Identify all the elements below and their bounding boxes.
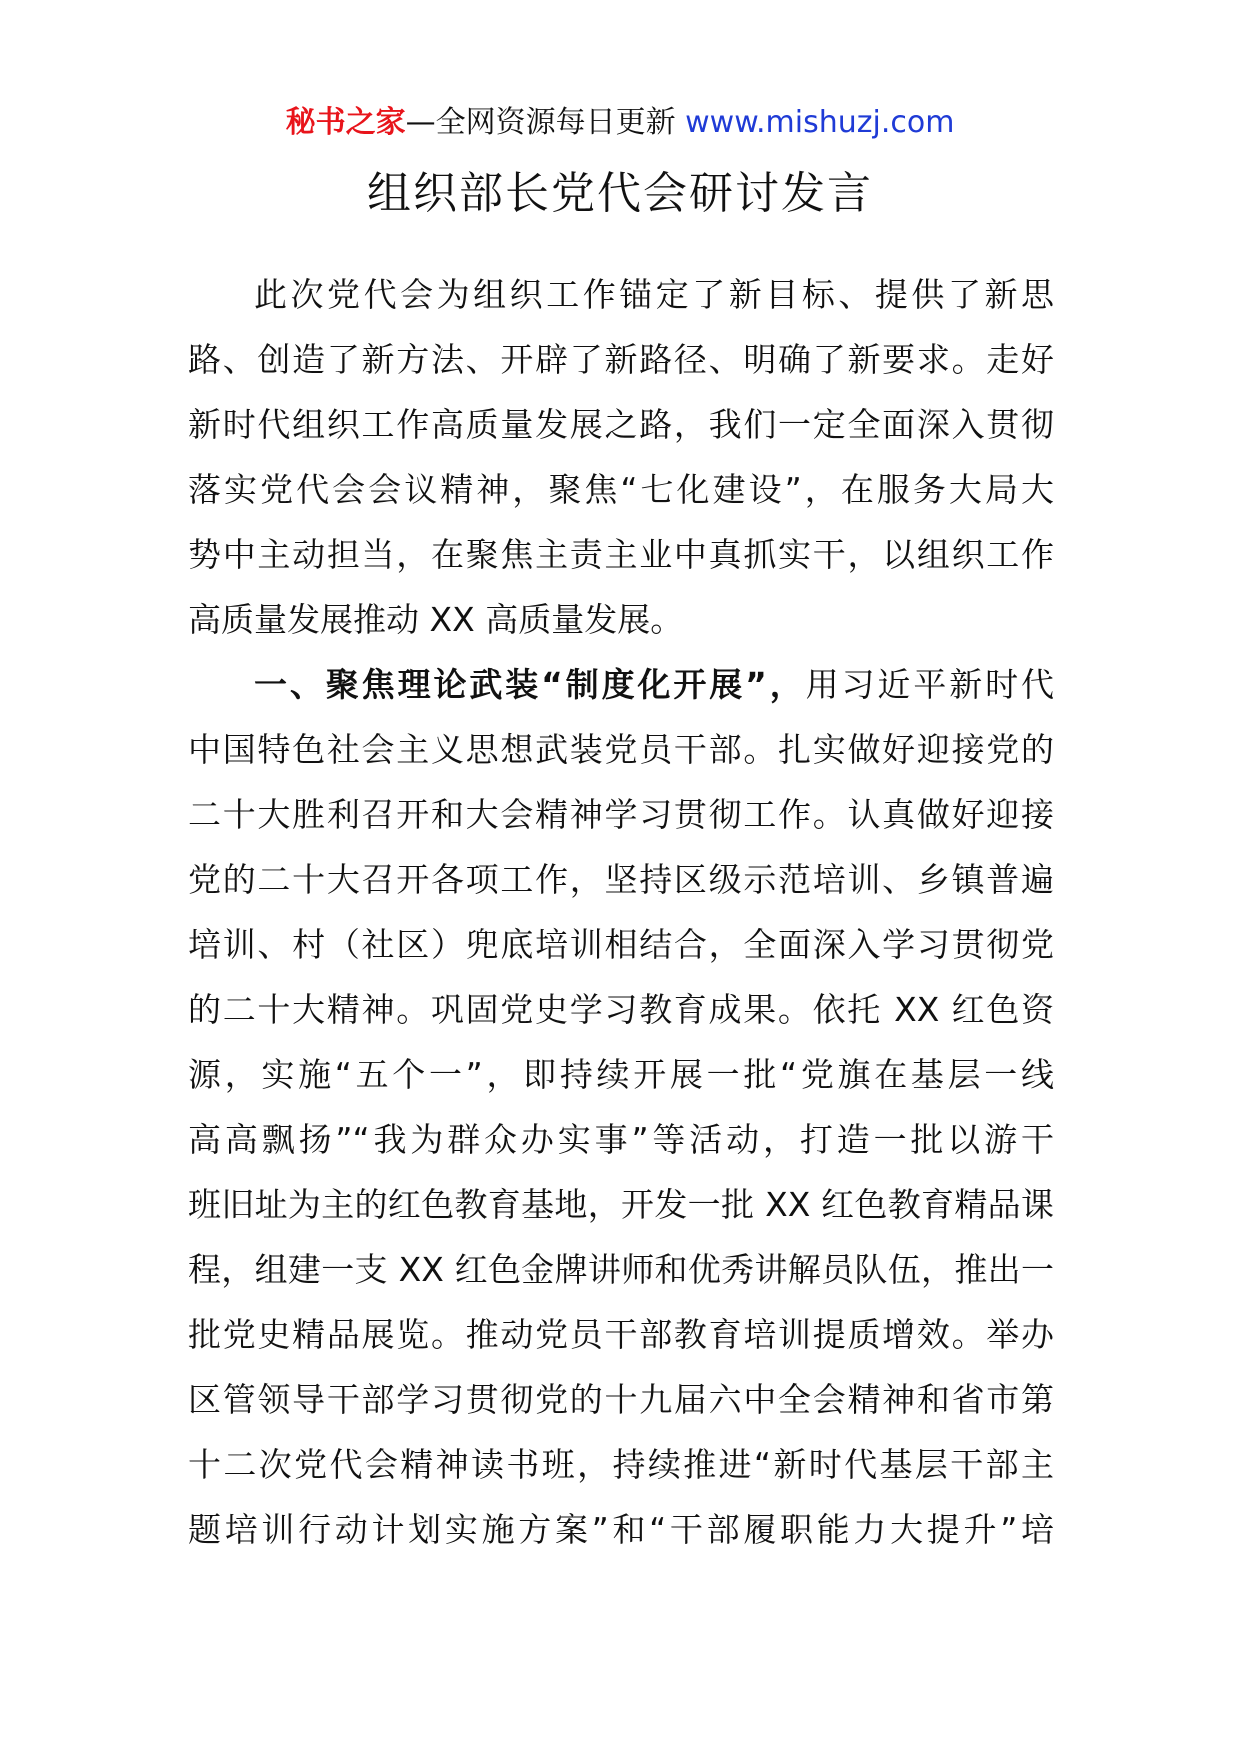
paragraph-line: 区管领导干部学习贯彻党的十九届六中全会精神和省市第 (188, 1380, 1054, 1419)
paragraph-line: 题培训行动计划实施方案”和“干部履职能力大提升”培 (188, 1510, 1054, 1549)
paragraph-line: 新时代组织工作高质量发展之路，我们一定全面深入贯彻 (188, 405, 1054, 444)
paragraph-section-one (188, 652, 1054, 1562)
paragraph-line: 十二次党代会精神读书班，持续推进“新时代基层干部主 (188, 1445, 1054, 1484)
document-body (188, 262, 1054, 1562)
paragraph-line: 中国特色社会主义思想武装党员干部。扎实做好迎接党的 (188, 730, 1054, 769)
paragraph-line: 班旧址为主的红色教育基地，开发一批 XX 红色教育精品课 (188, 1185, 1054, 1224)
section-heading-rest: 用习近平新时代 (805, 665, 1054, 704)
paragraph-line: 势中主动担当，在聚焦主责主业中真抓实干，以组织工作 (188, 535, 1054, 574)
paragraph-line: 源，实施“五个一”，即持续开展一批“党旗在基层一线 (188, 1055, 1054, 1094)
paragraph-line: 高质量发展推动 XX 高质量发展。 (188, 600, 684, 639)
section-heading: 一、聚焦理论武装“制度化开展”， (254, 665, 806, 704)
paragraph-line: 二十大胜利召开和大会精神学习贯彻工作。认真做好迎接 (188, 795, 1054, 834)
paragraph-line: 培训、村（社区）兜底培训相结合，全面深入学习贯彻党 (188, 925, 1054, 964)
paragraph-line: 党的二十大召开各项工作，坚持区级示范培训、乡镇普遍 (188, 860, 1054, 899)
site-header (0, 100, 1240, 146)
paragraph-line: 高高飘扬”“我为群众办实事”等活动，打造一批以游干 (188, 1120, 1054, 1159)
paragraph-line: 的二十大精神。巩固党史学习教育成果。依托 XX 红色资 (188, 990, 1054, 1029)
paragraph-intro (188, 262, 1054, 652)
site-url-link[interactable]: www.mishuzj.com (685, 105, 955, 140)
paragraph-line: 此次党代会为组织工作锚定了新目标、提供了新思 (254, 275, 1054, 314)
section-heading-line (188, 652, 1054, 717)
paragraph-line: 落实党代会会议精神，聚焦“七化建设”，在服务大局大 (188, 470, 1054, 509)
brand-name: 秘书之家 (285, 105, 406, 140)
paragraph-line: 批党史精品展览。推动党员干部教育培训提质增效。举办 (188, 1315, 1054, 1354)
document-title: 组织部长党代会研讨发言 (367, 168, 873, 219)
paragraph-line: 路、创造了新方法、开辟了新路径、明确了新要求。走好 (188, 340, 1054, 379)
header-tagline: —全网资源每日更新 (405, 105, 676, 140)
paragraph-line: 程，组建一支 XX 红色金牌讲师和优秀讲解员队伍，推出一 (188, 1250, 1054, 1289)
